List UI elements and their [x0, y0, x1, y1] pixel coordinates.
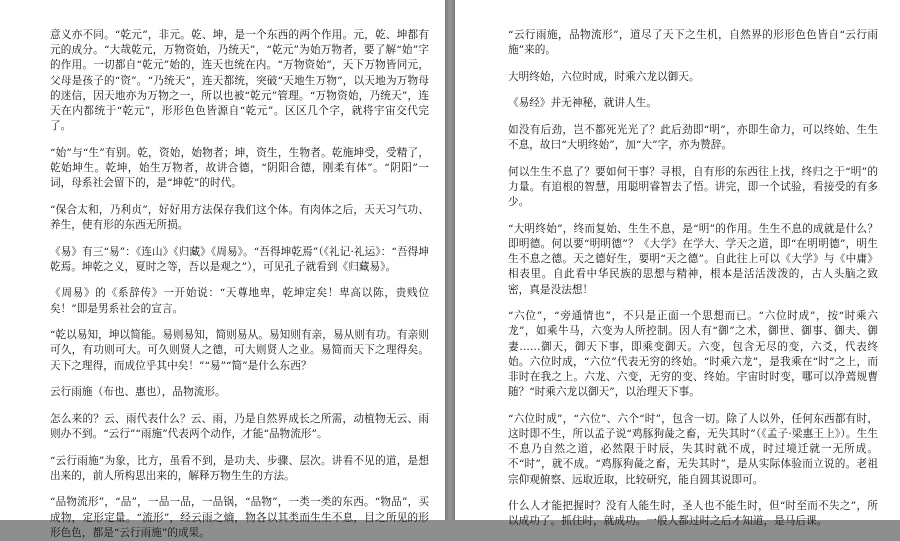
- right-page: [455, 0, 900, 528]
- paragraph: “保合太和，乃利贞”，好好用方法保存我们这个体。有肉体之后，天天习气功、养生，使有形的东西无所损。: [50, 203, 429, 232]
- paragraph: 《易》有三“易”：《连山》《归藏》《周易》。“吾得坤乾焉”（《礼记·礼运》：“吾得坤乾焉。坤乾之义，夏时之等，吾以是观之”），可见孔子就看到《归藏易》。: [50, 245, 429, 273]
- paragraph: “大明终始”，终而复始、生生不息，是“明”的作用。生生不息的成就是什么？即明德。何以要“明明德”？《大学》在学大、学天之道，即“在明明德”，明生生不息之德。天之德好生，要明“天之德”。自此往上可以《大学》与《中庸》相表里。自此看中华民族的思想与精神，根本是活活泼泼的，古人头脑之致密，真是没法想！: [508, 222, 878, 296]
- paragraph: 《易经》并无神秘，就讲人生。: [508, 97, 658, 110]
- paragraph: 意义亦不同。“乾元”，非元。乾、坤，是一个东西的两个作用。元，乾、坤都有元的成分。“大哉乾元，万物资始，乃统天”，“乾元”为始万物者，要了解“始”字的作用。一切都自“乾元”始的，连天也统在内。“万物资始”，天下万物皆同元，父母是孩子的“资”。“乃统天”，连天都统，突破“天地生万物”，以天地为万物母的迷信，因天地亦为万物之一，所以也被“乾元”管理。“万物资始，乃统天”，连天在内都统于“乾元”，形形色色皆源自“乾元”。区区几个字，就将宇宙交代完了。: [50, 29, 429, 133]
- paragraph: 何以生生不息了？要如何干事？寻根，自有形的东西往上找，终归之于“明”的力量。有追根的智慧，用聪明睿智去了悟。讲完，即一个试验，看接受的有多少。: [508, 165, 878, 209]
- left-page: [0, 0, 445, 539]
- paragraph: 如没有后劲，岂不都死光光了？此后劲即“明”，亦即生命力，可以终始、生生不息，故曰“大明终始”，加“大”字，亦为赞辞。: [508, 123, 878, 152]
- paragraph: “始”与“生”有别。乾，资始，始物者；坤，资生，生物者。乾施坤受，受精了，乾始坤生。乾坤，始生万物者，故讲合德，“阴阳合德，刚柔有体”。“阴阳”一词，母系社会留下的，是“坤乾”的时代。: [50, 146, 429, 190]
- paragraph: 什么人才能把握时？没有人能生时，圣人也不能生时，但“时至而不失之”，所以成功了。抓住时，就成功。一般人都过时之后才知道，是马后课。: [508, 500, 878, 528]
- paragraph: 大明终始，六位时成，时乘六龙以御天。: [508, 70, 700, 83]
- paragraph: “云行雨施，品物流形”，道尽了天下之生机，自然界的形形色色皆自“云行雨施”来的。: [508, 29, 878, 57]
- page-gutter: [445, 0, 455, 520]
- paragraph: 云行雨施（布也、惠也），品物流形。: [50, 386, 226, 399]
- paragraph: 怎么来的？云、雨代表什么？云、雨，乃是自然界成长之所需，动植物无云、雨则办不到。“云行”“雨施”代表两个动作，才能“品物流形”。: [50, 412, 429, 440]
- paragraph: “六位”，“旁通情也”，不只是正面一个思想而已。“六位时成”，按“时乘六龙”，如乘牛马，六变为人所控制。因人有“御”之术，御世、御事、御夫、御妻……御天，御天下事，即乘变御天。六变，包含无尽的变，六爻，代表终始。六位时成，“六位”代表无穷的终始。“时乘六龙”，是我乘在“时”之上，而非时在我之上。六龙、六变，无穷的变、终始。宇宙时时变，哪可以净蔫规曹随？“时乘六龙以御天”，以治理天下事。: [508, 310, 878, 399]
- paragraph: “乾以易知，坤以简能。易则易知，简则易从。易知则有亲，易从则有功。有亲则可久，有功则可大。可久则贤人之德，可大则贤人之业。易简而天下之理得矣。天下之理得，而成位乎其中矣！”“易”“简”是什么东西？: [50, 329, 429, 372]
- paragraph: “六位时成”，“六位”、六个“时”，包含一切。除了人以外，任何东西都有时，这时即不生，所以孟子说“鸡豚狗彘之畜，无失其时”（《孟子·梁惠王上》）。生生不息乃自然之道，必然限于时辰，失其时就不成，时过境迁就一无所成。不“时”，就不成。“鸡豚狗彘之畜，无失其时”，是从实际体验而立说的。老祖宗仰观俯察、远取近取，比较研究，能自圆其说即可。: [508, 412, 878, 486]
- paragraph: 《周易》的《系辞传》一开始说：“天尊地卑，乾坤定矣！卑高以陈，贵贱位矣！”即是男系社会的宣言。: [50, 287, 429, 315]
- paragraph: “品物流形”，“品”，一品一品，一品锅，“品物”，一类一类的东西。“物品”，买成物，定形定量。“流形”，经云雨之熵，物各以其类而生生不息，目之所见的形形色色，都是“云行雨施”的成果。: [50, 496, 429, 539]
- paragraph: “云行雨施”为象，比方，虽看不到，是功夫、步骤、层次。讲看不见的道，是想出来的，前人所构思出来的，解释万物生生的方法。: [50, 454, 429, 482]
